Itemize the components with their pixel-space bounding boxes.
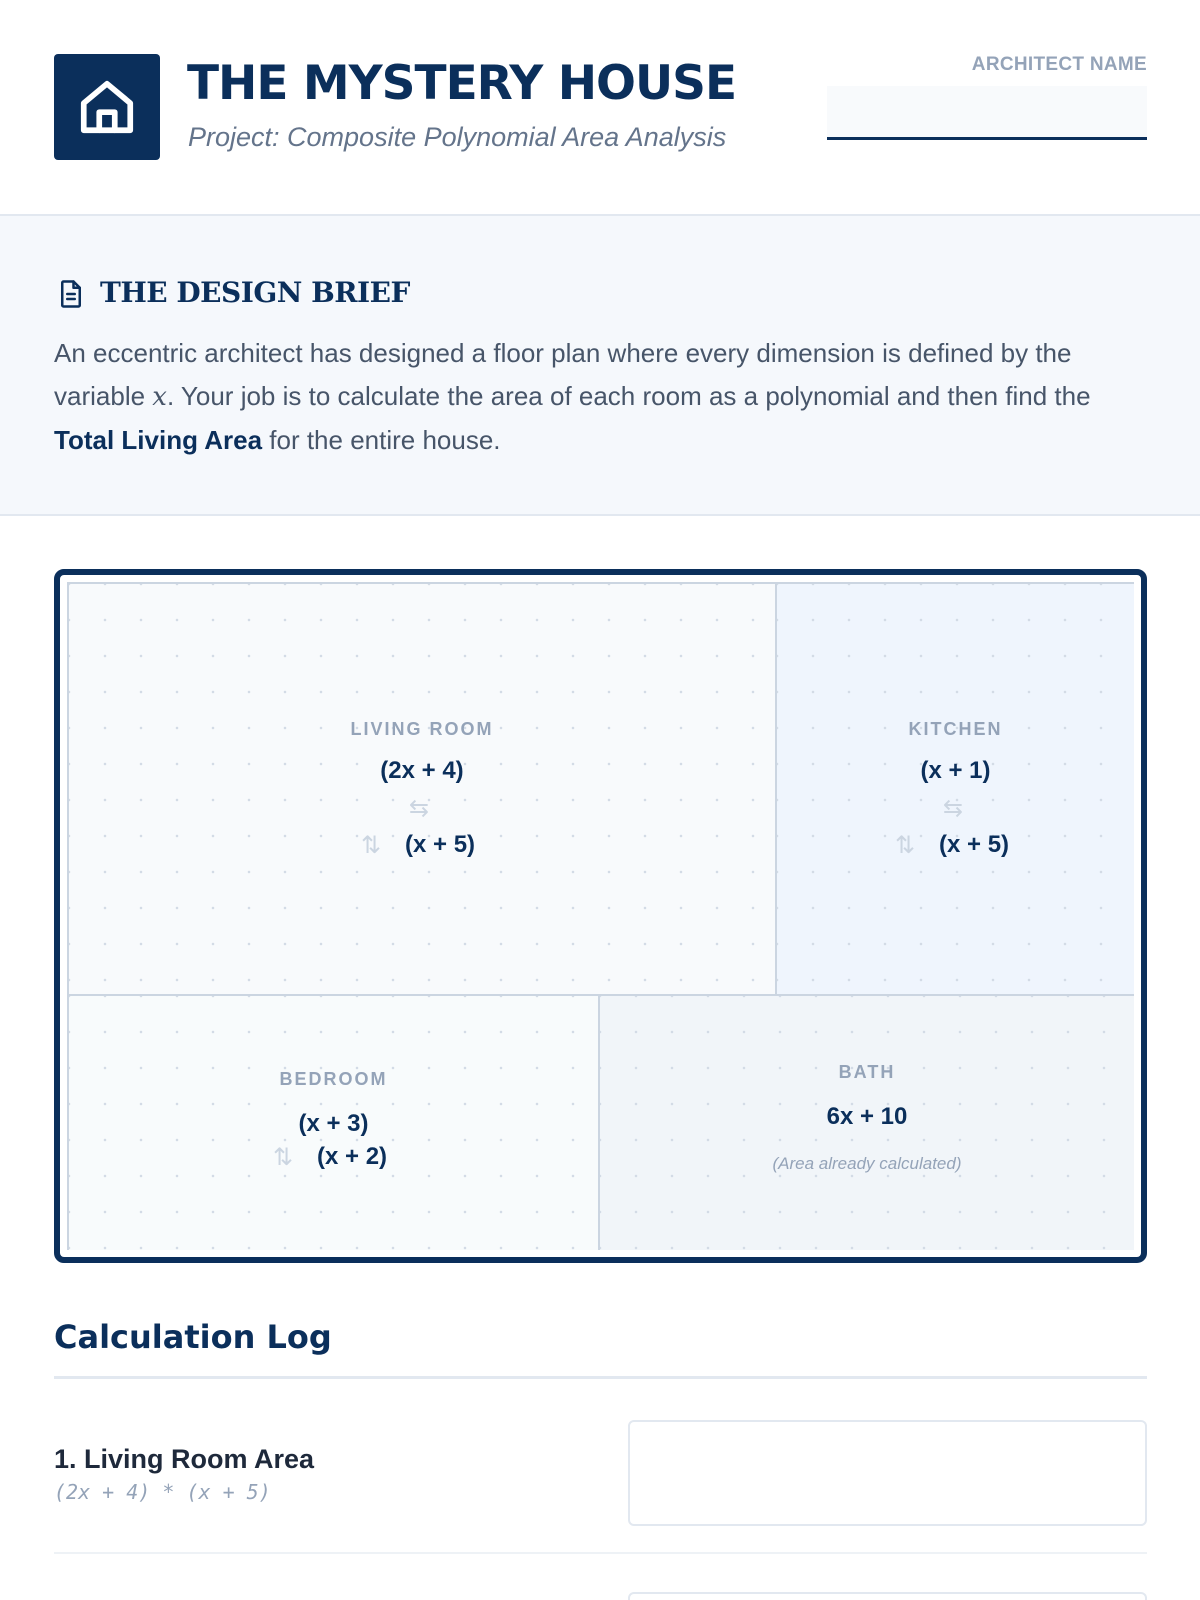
next-area-input[interactable]: [628, 1592, 1147, 1600]
brief-title: THE DESIGN BRIEF: [100, 276, 410, 309]
floor-plan: [54, 569, 1147, 1263]
room-living-room: [69, 584, 777, 996]
living-room-area-input[interactable]: [628, 1420, 1147, 1526]
document-icon: [56, 278, 86, 315]
divider: [54, 1376, 1147, 1379]
living-room-width: (2x + 4): [380, 757, 464, 784]
calculation-row-living-room: [54, 1418, 1147, 1554]
brief-text-part1: An eccentric architect has designed a floor plan where every dimension is defined by the variable: [54, 338, 1072, 411]
room-label: BATH: [838, 1062, 896, 1082]
swap-vertical-icon: ⇅: [895, 831, 916, 859]
swap-vertical-icon: ⇅: [273, 1143, 294, 1171]
brief-text-part3: for the entire house.: [262, 425, 501, 455]
room-label: KITCHEN: [908, 719, 1003, 739]
calculation-label: 1. Living Room Area: [54, 1444, 315, 1474]
page-subtitle: Project: Composite Polynomial Area Analysis: [188, 122, 727, 152]
calculation-row-next: [54, 1590, 1147, 1600]
kitchen-width: (x + 1): [920, 757, 991, 784]
swap-horizontal-icon: ⇆: [409, 794, 430, 822]
brief-text-part2: . Your job is to calculate the area of each room as a polynomial and then find the: [166, 381, 1091, 411]
room-label: LIVING ROOM: [350, 719, 494, 739]
swap-vertical-icon: ⇅: [361, 831, 382, 859]
bedroom-height: (x + 2): [317, 1143, 388, 1170]
page-header: [0, 0, 1200, 216]
room-bedroom: [69, 996, 600, 1250]
architect-name-label: ARCHITECT NAME: [971, 54, 1147, 75]
brief-text: [54, 332, 1154, 462]
room-label: BEDROOM: [279, 1069, 388, 1089]
architect-name-input[interactable]: [827, 86, 1147, 140]
brief-variable: x: [152, 382, 167, 412]
design-brief: [0, 216, 1200, 516]
bath-note: (Area already calculated): [772, 1154, 962, 1173]
room-bath: [600, 996, 1134, 1250]
house-icon: [54, 54, 160, 160]
calculation-log-title: Calculation Log: [54, 1318, 332, 1356]
kitchen-height: (x + 5): [939, 831, 1010, 858]
brief-highlight: Total Living Area: [54, 425, 263, 455]
swap-horizontal-icon: ⇆: [943, 794, 964, 822]
room-kitchen: [777, 584, 1134, 996]
calculation-expression: (2x + 4) * (x + 5): [54, 1480, 271, 1504]
bath-area: 6x + 10: [826, 1103, 908, 1130]
page-title: THE MYSTERY HOUSE: [187, 56, 737, 111]
floor-plan-inner: [67, 582, 1134, 1250]
bedroom-width: (x + 3): [298, 1110, 369, 1137]
living-room-height: (x + 5): [405, 831, 476, 858]
